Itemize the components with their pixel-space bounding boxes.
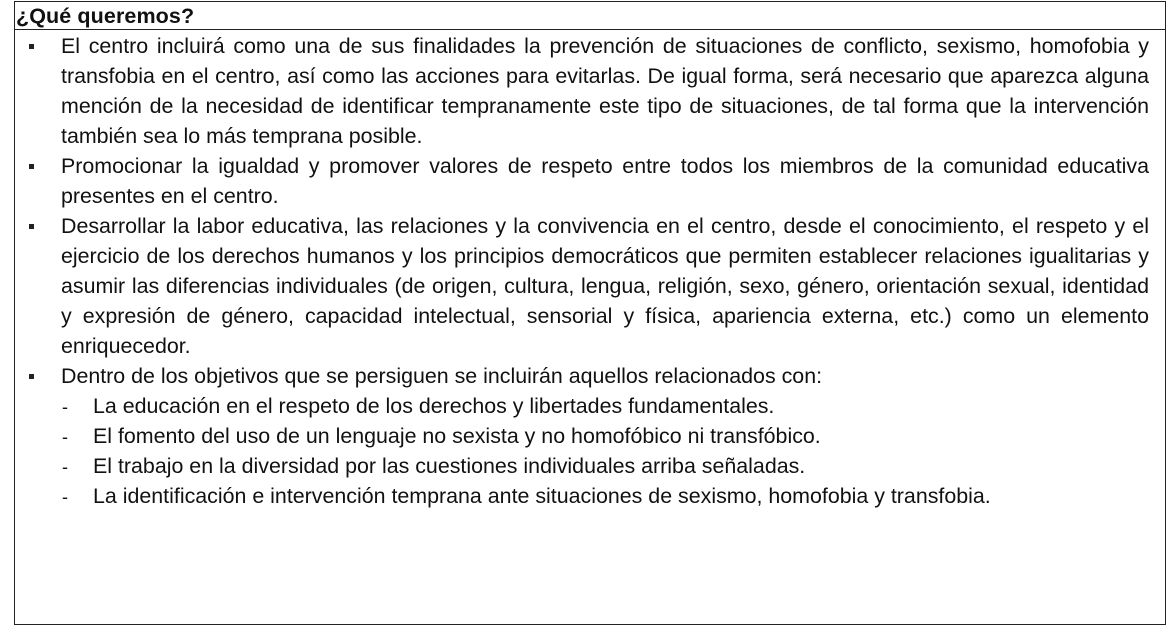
- objectives-box: [14, 1, 1166, 625]
- square-bullet-icon: [29, 164, 34, 169]
- list-item-text: Dentro de los objetivos que se persiguen se incluirán aquellos relacionados con:: [61, 364, 823, 388]
- dash-bullet-icon: -: [62, 397, 68, 417]
- sub-list-item-text: La educación en el respeto de los derechos y libertades fundamentales.: [93, 394, 775, 418]
- objectives-list: [15, 30, 1165, 511]
- square-bullet-icon: [29, 224, 34, 229]
- sub-list-item: [15, 451, 1149, 481]
- list-item: [15, 361, 1149, 391]
- square-bullet-icon: [29, 374, 34, 379]
- list-item: [15, 211, 1149, 361]
- list-item-text: El centro incluirá como una de sus finalidades la prevención de situaciones de conflicto, sexismo, homofobia y transfobia en el centro, así como las acciones para evitarlas. De igual forma, será necesario que aparezca alguna mención de la necesidad de identificar tempranamente este tipo de situaciones, de tal forma que la intervención también sea lo más temprana posible.: [61, 34, 1149, 148]
- dash-bullet-icon: -: [62, 487, 68, 507]
- section-title: ¿Qué queremos?: [15, 2, 1165, 30]
- dash-bullet-icon: -: [62, 457, 68, 477]
- list-item-text: Desarrollar la labor educativa, las relaciones y la convivencia en el centro, desde el conocimiento, el respeto y el ejercicio de los derechos humanos y los principios democráticos que permiten establecer relaciones igualitarias y asumir las diferencias individuales (de origen, cultura, lengua, religión, sexo, género, orientación sexual, identidad y expresión de género, capacidad intelectual, sensorial y física, apariencia externa, etc.) como un elemento enriquecedor.: [61, 214, 1149, 358]
- list-item: [15, 151, 1149, 211]
- list-item: [15, 31, 1149, 151]
- sub-list-item-text: El trabajo en la diversidad por las cuestiones individuales arriba señaladas.: [93, 454, 806, 478]
- square-bullet-icon: [29, 44, 34, 49]
- sub-list-item: [15, 481, 1149, 511]
- dash-bullet-icon: -: [62, 427, 68, 447]
- list-item-text: Promocionar la igualdad y promover valores de respeto entre todos los miembros de la comunidad educativa presentes en el centro.: [61, 154, 1149, 208]
- sub-list-item-text: La identificación e intervención temprana ante situaciones de sexismo, homofobia y transfobia.: [93, 484, 991, 508]
- sub-list-item: [15, 391, 1149, 421]
- sub-list-item: [15, 421, 1149, 451]
- sub-list-item-text: El fomento del uso de un lenguaje no sexista y no homofóbico ni transfóbico.: [93, 424, 821, 448]
